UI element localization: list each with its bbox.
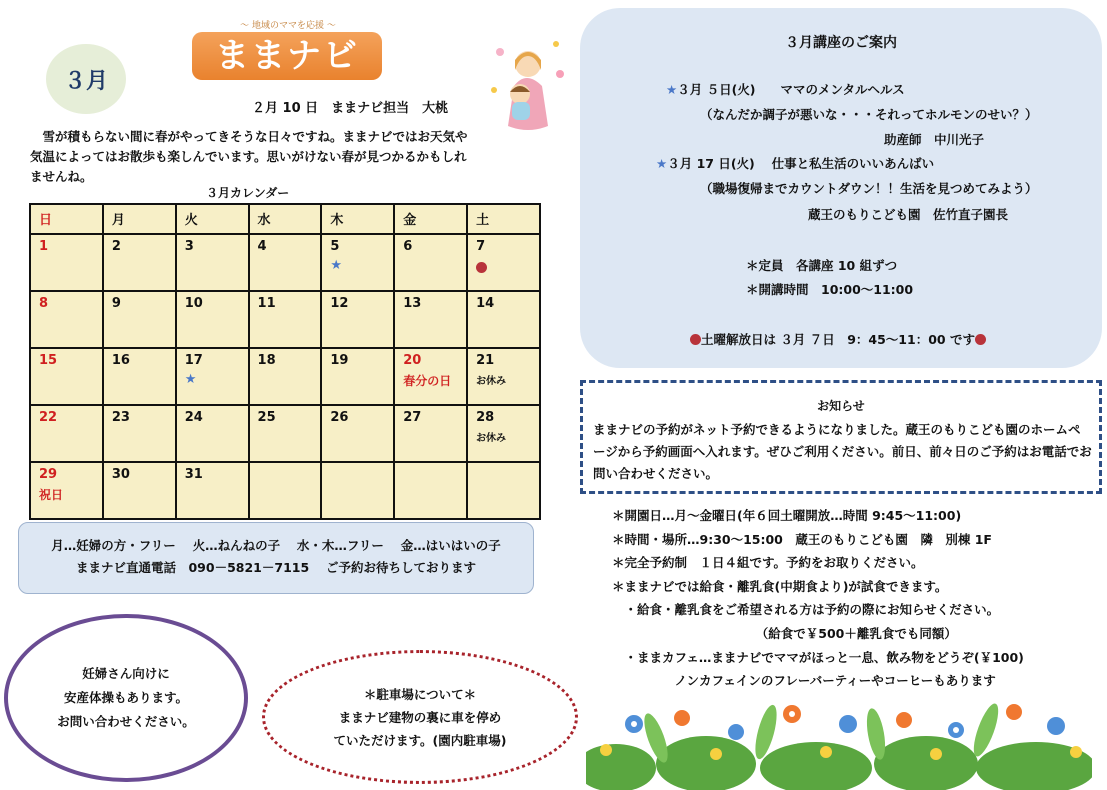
logo-tagline: 〜 地域のママを応援 〜 [240, 21, 336, 31]
details-item: （給食で￥500＋離乳食でも同額） [612, 625, 957, 641]
day-number: 4 [257, 239, 267, 254]
calendar-day-cell [394, 462, 467, 519]
calendar-day-cell [321, 462, 394, 519]
calendar-day-cell [394, 405, 467, 462]
calendar-day-cell [176, 291, 249, 348]
day-number: 20 [403, 353, 422, 368]
day-number: 6 [403, 239, 413, 254]
star-icon: ★ [656, 156, 668, 171]
day-number: 5 [330, 239, 340, 254]
calendar-day-cell [321, 348, 394, 405]
calendar-week-row [30, 291, 540, 348]
day-number: 22 [39, 410, 58, 425]
calendar-day-cell [30, 291, 103, 348]
calendar-caption: ３月カレンダー [206, 186, 290, 200]
logo-text: ままナビ [192, 32, 382, 80]
calendar-day-cell [249, 291, 322, 348]
day-number: 12 [330, 296, 349, 311]
notice-title: お知らせ [817, 399, 865, 413]
day-number: 10 [184, 296, 203, 311]
details-item: ＊時間・場所…9:30〜15:00 蔵王のもりこども園 隣 別棟 1F [612, 531, 992, 547]
star-icon: ★ [330, 258, 343, 273]
calendar-day-cell [176, 348, 249, 405]
month-badge: ３月 [46, 44, 126, 114]
weekday-targets: 月…妊婦の方・フリー 火…ねんねの子 水・木…フリー 金…はいはいの子 [51, 538, 501, 553]
calendar-day-cell [30, 234, 103, 291]
course-1-heading: ★３月 ５日(火) ママのメンタルヘルス [666, 82, 905, 97]
day-number: 9 [111, 296, 121, 311]
day-number: 1 [39, 239, 49, 254]
mother-child-illustration [486, 30, 568, 138]
calendar-day-cell [394, 348, 467, 405]
course-1-speaker: 助産師 中川光子 [884, 132, 985, 147]
notice-body: ままナビの予約がネット予約できるようになりました。蔵王のもりこども園のホームページから予約画面へ入れます。ぜひご利用ください。前日、前々日のご予約はお電話でお問い合わせください。 [593, 422, 1092, 481]
day-number: 13 [403, 296, 422, 311]
details-list [612, 504, 1102, 693]
calendar-day-cell [467, 348, 540, 405]
calendar-day-cell [103, 234, 176, 291]
details-item: ・ままカフェ…ままナビでママがほっと一息、飲み物をどうぞ(￥100) [612, 649, 1024, 665]
course-2-speaker: 蔵王のもりこども園 佐竹直子園長 [808, 207, 1009, 222]
calendar-weekday-row [30, 204, 540, 234]
oval-line: ていただけます。(園内駐車場) [333, 732, 507, 748]
day-number: 2 [111, 239, 121, 254]
calendar-day-cell [467, 234, 540, 291]
day-number: 8 [39, 296, 49, 311]
course-capacity: ＊定員 各講座 10 組ずつ [746, 258, 898, 273]
calendar-day-cell [176, 462, 249, 519]
day-number: 3 [184, 239, 194, 254]
calendar-week-row [30, 462, 540, 519]
weekday-wed: 水 [249, 204, 322, 234]
details-item: ＊ままナビでは給食・離乳食(中期食より)が試食できます。 [612, 578, 948, 594]
day-number: 31 [184, 467, 203, 482]
course-2-heading: ★３月 17 日(火) 仕事と私生活のいいあんばい [656, 156, 935, 171]
march-courses-box [580, 8, 1102, 368]
holiday-label: 春分の日 [403, 374, 452, 388]
day-number: 23 [111, 410, 130, 425]
saturday-open-line: 土曜解放日は ３月 ７日 9：45〜11：00 です [690, 330, 986, 348]
course-time: ＊開講時間 10:00〜11:00 [746, 282, 914, 297]
weekday-thu: 木 [321, 204, 394, 234]
details-item: ＊開園日…月〜金曜日(年６回土曜開放…時間 9:45〜11:00) [612, 508, 962, 523]
calendar-day-cell [30, 405, 103, 462]
calendar-day-cell [321, 291, 394, 348]
calendar-day-cell [249, 405, 322, 462]
oval-line: 安産体操もあります。 [63, 690, 188, 705]
calendar-day-cell [321, 234, 394, 291]
red-dot-icon [975, 334, 986, 345]
calendar-day-cell [249, 462, 322, 519]
oval-line: 妊婦さん向けに [82, 666, 170, 681]
details-item: ＊完全予約制 １日４組です。予約をお取りください。 [612, 555, 924, 571]
day-number: 18 [257, 353, 276, 368]
red-dot-icon [690, 334, 701, 345]
calendar-week-row [30, 348, 540, 405]
day-number: 30 [111, 467, 130, 482]
calendar-week-row [30, 405, 540, 462]
day-number: 19 [330, 353, 349, 368]
closed-note: お休み [476, 376, 507, 387]
calendar-day-cell [176, 405, 249, 462]
courses-title: ３月講座のご案内 [785, 35, 897, 51]
details-item: ・給食・離乳食をご希望される方は予約の際にお知らせください。 [612, 602, 1000, 618]
weekday-fri: 金 [394, 204, 467, 234]
day-number: 14 [476, 296, 495, 311]
day-number: 15 [39, 353, 58, 368]
date-author-line: ２月 10 日 ままナビ担当 大桃 [252, 101, 449, 116]
parking-info-oval [262, 650, 578, 784]
calendar-day-cell [467, 291, 540, 348]
calendar-day-cell [321, 405, 394, 462]
oval-line: お問い合わせください。 [57, 714, 195, 729]
weekly-schedule-box [18, 522, 534, 594]
calendar-day-cell [103, 348, 176, 405]
mamanavi-logo [190, 18, 386, 84]
calendar-day-cell [249, 234, 322, 291]
weekday-sat: 土 [467, 204, 540, 234]
day-number: 11 [257, 296, 276, 311]
calendar-day-cell [394, 291, 467, 348]
course-2-subtitle: （職場復帰までカウントダウン！！生活を見つめてみよう） [700, 181, 1038, 196]
star-icon: ★ [666, 82, 678, 97]
calendar-day-cell [103, 291, 176, 348]
day-number: 7 [476, 239, 486, 254]
notice-box [580, 380, 1102, 494]
oval-line: ままナビ建物の裏に車を停め [338, 709, 502, 725]
weekday-mon: 月 [103, 204, 176, 234]
calendar-day-cell [30, 348, 103, 405]
weekday-sun: 日 [30, 204, 103, 234]
phone-line: ままナビ直通電話 090－5821－7115 ご予約お待ちしております [75, 560, 477, 575]
closed-note: お休み [476, 433, 507, 444]
star-icon: ★ [184, 372, 197, 387]
calendar-day-cell [103, 405, 176, 462]
calendar-day-cell [394, 234, 467, 291]
day-number: 17 [184, 353, 203, 368]
details-item: ノンカフェインのフレーバーティーやコーヒーもあります [612, 673, 996, 689]
calendar-day-cell [103, 462, 176, 519]
calendar-week-row [30, 234, 540, 291]
calendar-day-cell [30, 462, 103, 519]
day-number: 26 [330, 410, 349, 425]
holiday-label: 祝日 [39, 488, 64, 502]
day-number: 16 [111, 353, 130, 368]
day-number: 25 [257, 410, 276, 425]
day-number: 24 [184, 410, 203, 425]
intro-text: 雪が積もらない間に春がやってきそうな日々ですね。ままナビではお天気や気温によってはお散歩も楽しんでいます。思いがけない春が見つかるかもしれませんね。 [30, 129, 468, 184]
oval-line: ＊駐車場について＊ [363, 686, 477, 702]
calendar-day-cell [467, 405, 540, 462]
prenatal-exercise-oval [4, 614, 248, 782]
calendar-day-cell [176, 234, 249, 291]
day-number: 28 [476, 410, 495, 425]
weekday-tue: 火 [176, 204, 249, 234]
march-calendar [29, 203, 541, 520]
day-number: 29 [39, 467, 58, 482]
calendar-day-cell [249, 348, 322, 405]
day-number: 27 [403, 410, 422, 425]
day-number: 21 [476, 353, 495, 368]
calendar-day-cell [467, 462, 540, 519]
red-dot-icon [476, 262, 487, 273]
course-1-subtitle: （なんだか調子が悪いな・・・それってホルモンのせい？） [700, 107, 1038, 122]
